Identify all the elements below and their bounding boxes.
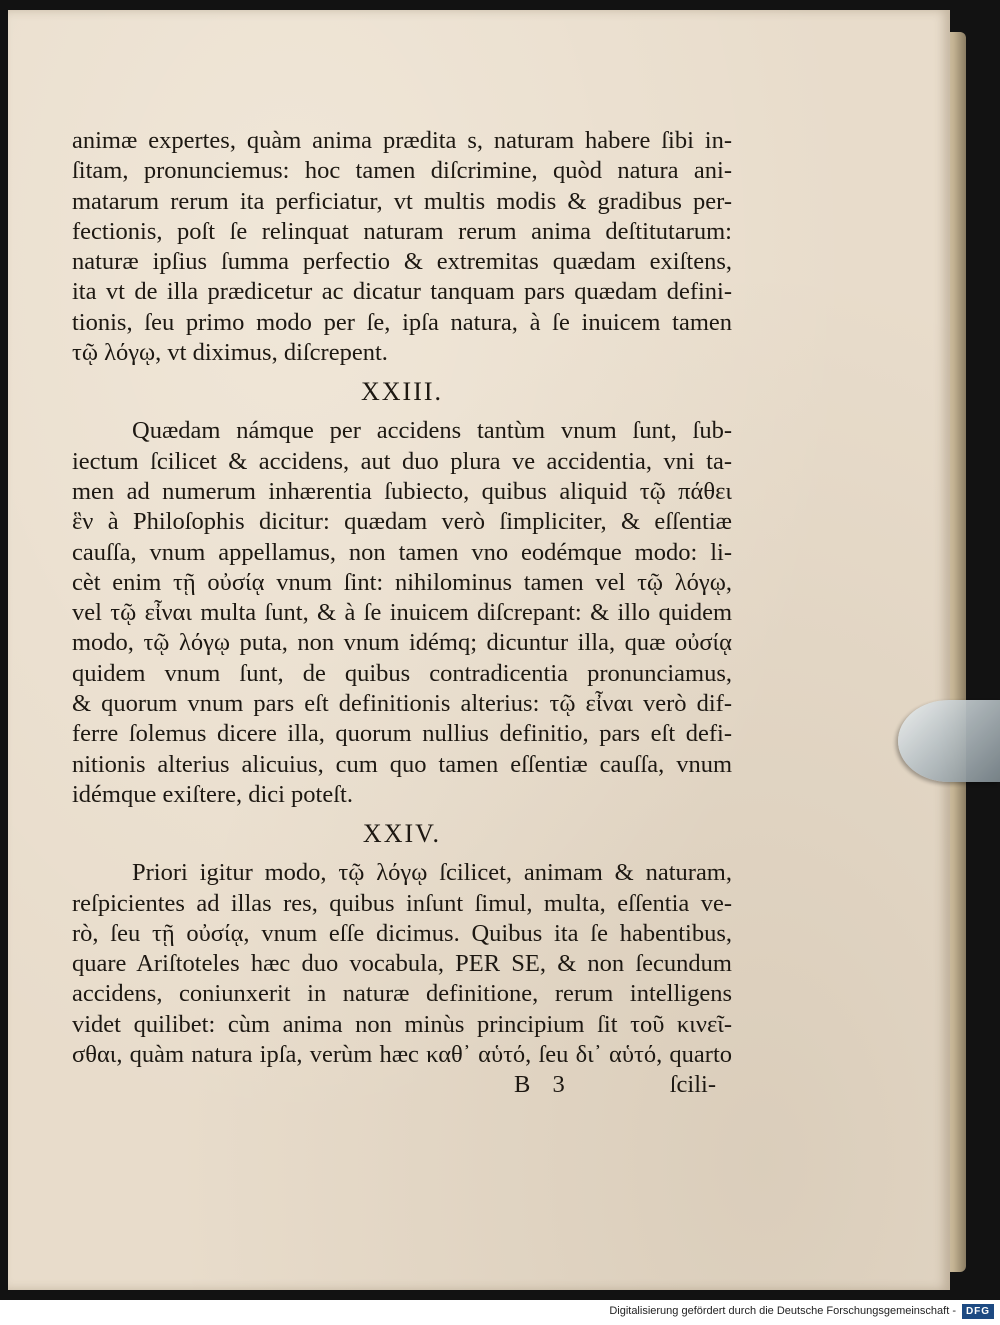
text-line: matarum rerum ita perficiatur, vt multis modis & gradibus per- <box>72 187 732 215</box>
credit-bar <box>0 1300 1000 1325</box>
text-line: reſpicientes ad illas res, quibus inſunt ſimul, multa, eſſentia ve- <box>72 889 732 917</box>
text-line: animæ expertes, quàm anima prædita s, naturam habere ſibi in- <box>72 127 732 154</box>
text-line: tionis, ſeu primo modo per ſe, ipſa natura, à ſe inuicem tamen <box>72 308 732 336</box>
text-line: Priori igitur modo, τῷ λόγῳ ſcilicet, animam & naturam, <box>132 859 732 887</box>
text-line: men ad numerum inhærentia ſubiecto, quibus aliquid τῷ πάθει <box>72 477 732 505</box>
text-line: videt quilibet: cùm anima non minùs principium ſit τοῦ κινεῖ- <box>72 1010 732 1038</box>
text-line: iectum ſcilicet & accidens, aut duo plura ve accidentia, vni ta- <box>72 447 732 475</box>
text-line: naturæ ipſius ſumma perfectio & extremitas quædam exiſtens, <box>72 248 732 276</box>
text-line: quidem vnum ſunt, de quibus contradicentia pronunciamus, <box>72 659 732 687</box>
text-line: ἓν à Philoſophis dicitur: quædam verò ſimpliciter, & eſſentiæ <box>72 508 732 536</box>
text-line: ita vt de illa prædicetur ac dicatur tanquam pars quædam defini- <box>72 278 732 306</box>
text-line: idémque exiſtere, dici poteſt. <box>72 780 353 808</box>
page-footer-line <box>72 1070 732 1100</box>
signature-mark: B 3 <box>514 1071 573 1098</box>
body-text <box>72 126 732 1070</box>
text-line: nitionis alterius alicuius, cum quo tamen eſſentiæ cauſſa, vnum <box>72 750 732 778</box>
book-page <box>8 10 950 1290</box>
text-line: Quædam námque per accidens tantùm vnum ſunt, ſub- <box>132 417 732 445</box>
text-line: σθαι, quàm natura ipſa, verùm hæc καθ᾽ αὑτό, ſeu δι᾽ αὑτό, quarto <box>72 1041 732 1069</box>
text-line: & quorum vnum pars eſt definitionis alterius: τῷ εἶναι verò dif- <box>72 690 732 718</box>
text-line: rò, ſeu τῇ οὐσίᾳ, vnum eſſe dicimus. Quibus ita ſe habentibus, <box>72 919 732 947</box>
text-line: ſitam, pronunciemus: hoc tamen diſcrimine, quòd natura ani- <box>72 157 732 185</box>
catchword: ſcili- <box>669 1071 716 1098</box>
text-line: quare Ariſtoteles hæc duo vocabula, PER SE, & non ſecundum <box>72 950 732 978</box>
page-clip <box>898 700 1000 782</box>
section-heading-xxiv: XXIV. <box>362 819 442 849</box>
funding-credit: Digitalisierung gefördert durch die Deutsche Forschungsgemeinschaft - <box>609 1305 956 1317</box>
section-heading-xxiii: XXIII. <box>360 377 444 407</box>
text-line: vel τῷ εἶναι multa ſunt, & à ſe inuicem diſcrepant: & illo quidem <box>72 599 732 627</box>
text-line: τῷ λόγῳ, vt diximus, diſcrepent. <box>72 339 388 367</box>
text-line: fectionis, poſt ſe relinquat naturam rerum anima deſtitutarum: <box>72 217 732 245</box>
text-line: accidens, coniunxerit in naturæ definitione, rerum intelligens <box>72 980 732 1008</box>
text-line: ferre ſolemus dicere illa, quorum nullius definitio, pars eſt defi- <box>72 720 732 748</box>
text-line: modo, τῷ λόγῳ puta, non vnum idémq; dicuntur illa, quæ οὐσίᾳ <box>72 629 732 657</box>
text-line: cèt enim τῇ οὐσίᾳ vnum ſint: nihilominus tamen vel τῷ λόγῳ, <box>72 568 732 596</box>
dfg-logo: DFG <box>962 1304 994 1319</box>
text-line: cauſſa, vnum appellamus, non tamen vno eodémque modo: li- <box>72 538 732 566</box>
